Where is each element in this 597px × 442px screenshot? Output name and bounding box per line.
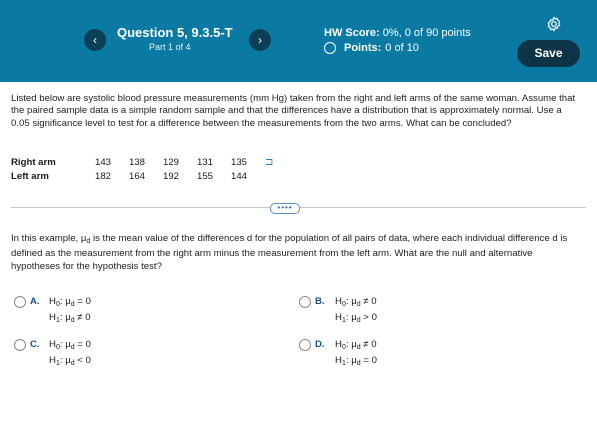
question-title: Question 5, 9.3.5-T	[117, 25, 233, 40]
table-row	[11, 155, 273, 169]
table-cell: 129	[163, 156, 180, 168]
table-cell: 131	[197, 156, 214, 168]
option-d-null-hypothesis: $H_0$: $\mu_d \ne 0$	[335, 339, 377, 351]
previous-question-button[interactable]	[84, 29, 106, 51]
table-cell: 164	[129, 170, 146, 182]
table-row	[11, 169, 273, 183]
points-indicator: Points: 0 of 10	[324, 42, 419, 54]
option-c-null-hypothesis: $H_0$: $\mu_d = 0$	[49, 339, 91, 351]
chevron-right-icon: ›	[258, 33, 262, 47]
option-a-radio[interactable]	[14, 296, 26, 308]
option-b-radio[interactable]	[299, 296, 311, 308]
option-c-alt-hypothesis: $H_1$: $\mu_d < 0$	[49, 355, 91, 367]
option-c-radio[interactable]	[14, 339, 26, 351]
option-a-alt-hypothesis: $H_1$: $\mu_d \ne 0$	[49, 312, 91, 324]
chevron-left-icon: ‹	[93, 33, 97, 47]
problem-statement: Listed below are systolic blood pressure measurements (mm Hg) taken from the right and left arms of the same woman. Assume that the paired sample data is a simple random sample and that the differences have a distribution that is approximately normal. Use a 0.05 significance level to test for a difference between the measurements from the two arms. What can be concluded?	[11, 93, 576, 129]
option-a-null-hypothesis: $H_0$: $\mu_d = 0$	[49, 296, 91, 308]
table-cell: 143	[95, 156, 112, 168]
option-d-alt-hypothesis: $H_1$: $\mu_d = 0$	[335, 355, 377, 367]
points-circle-icon	[324, 42, 336, 54]
table-cell: 155	[197, 170, 214, 182]
save-button[interactable]: Save	[517, 40, 580, 67]
part-indicator: Part 1 of 4	[149, 42, 191, 52]
option-b-alt-hypothesis: $H_1$: $\mu_d > 0$	[335, 312, 377, 324]
table-cell: 182	[95, 170, 112, 182]
hw-score: HW Score: 0%, 0 of 90 points	[324, 27, 471, 39]
question-prompt: In this example, $\mu_d$ is the mean value of the differences d for the population of all pairs of data, where each individual difference d is defined as the measurement from the right arm minus the measurement from the left arm. What are the null and alternative hypotheses for the hypothesis test?	[11, 233, 568, 272]
table-cell: 135	[231, 156, 248, 168]
option-b-null-hypothesis: $H_0$: $\mu_d \ne 0$	[335, 296, 377, 308]
row-label: Right arm	[11, 156, 56, 168]
next-question-button[interactable]	[249, 29, 271, 51]
table-cell: 138	[129, 156, 146, 168]
data-table	[11, 155, 273, 183]
table-cell: 144	[231, 170, 248, 182]
gear-icon[interactable]	[546, 16, 562, 32]
table-cell: 192	[163, 170, 180, 182]
expand-more-button[interactable]: ••••	[270, 203, 300, 214]
copy-data-icon[interactable]: ⊐	[265, 156, 274, 168]
header-bar	[0, 0, 597, 82]
row-label: Left arm	[11, 170, 49, 182]
option-d-radio[interactable]	[299, 339, 311, 351]
